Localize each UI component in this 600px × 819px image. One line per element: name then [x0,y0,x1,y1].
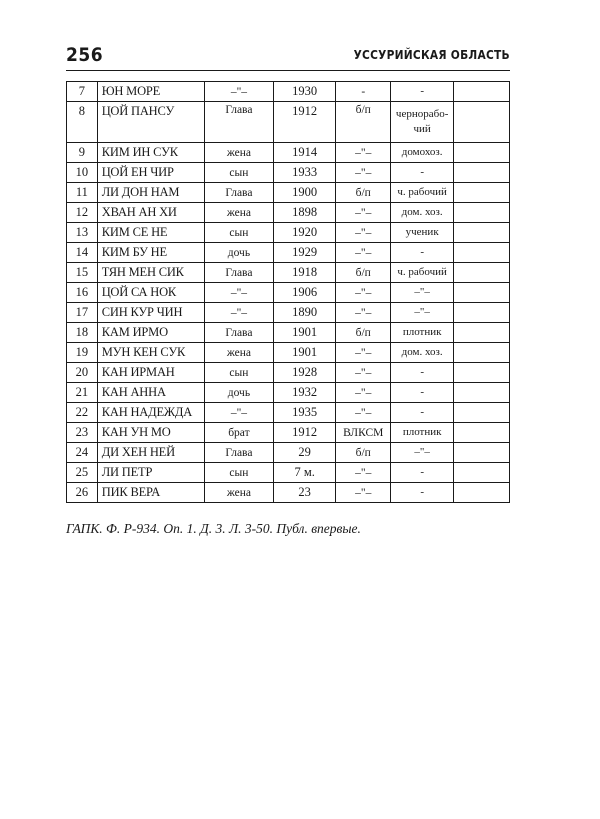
name-cell: КАН АННА [97,383,204,403]
row-number-cell: 12 [67,203,98,223]
occupation-cell: - [391,363,454,383]
name-cell: ДИ ХЕН НЕЙ [97,443,204,463]
occupation-cell: - [391,383,454,403]
relation-cell: брат [204,423,273,443]
birth-year-cell: 1898 [274,203,336,223]
birth-year-cell: 29 [274,443,336,463]
row-number-cell: 21 [67,383,98,403]
page-header [66,44,510,71]
empty-cell [454,283,510,303]
row-number-cell: 19 [67,343,98,363]
birth-year-cell: 1930 [274,82,336,102]
relation-cell: Глава [204,263,273,283]
party-cell: –"– [336,363,391,383]
relation-cell: сын [204,223,273,243]
party-cell: б/п [336,263,391,283]
table-row [67,143,510,163]
birth-year-cell: 1933 [274,163,336,183]
name-cell: ЦОЙ ПАНСУ [97,102,204,143]
empty-cell [454,423,510,443]
empty-cell [454,383,510,403]
name-cell: ЛИ ПЕТР [97,463,204,483]
name-cell: МУН КЕН СУК [97,343,204,363]
party-cell: –"– [336,163,391,183]
row-number-cell: 14 [67,243,98,263]
occupation-cell: ч. рабочий [391,183,454,203]
party-cell: б/п [336,102,391,143]
birth-year-cell: 23 [274,483,336,503]
relation-cell: дочь [204,383,273,403]
birth-year-cell: 1890 [274,303,336,323]
name-cell: КАН НАДЕЖДА [97,403,204,423]
table-row [67,243,510,263]
relation-cell: сын [204,363,273,383]
row-number-cell: 18 [67,323,98,343]
occupation-cell: –"– [391,303,454,323]
party-cell: б/п [336,183,391,203]
table-row [67,163,510,183]
relation-cell: Глава [204,102,273,143]
relation-cell: жена [204,483,273,503]
birth-year-cell: 1918 [274,263,336,283]
table-row [67,423,510,443]
table-row [67,463,510,483]
row-number-cell: 15 [67,263,98,283]
empty-cell [454,243,510,263]
occupation-cell: дом. хоз. [391,343,454,363]
relation-cell: дочь [204,243,273,263]
party-cell: –"– [336,403,391,423]
table-row [67,443,510,463]
relation-cell: Глава [204,443,273,463]
empty-cell [454,463,510,483]
table-row [67,183,510,203]
name-cell: КИМ СЕ НЕ [97,223,204,243]
party-cell: –"– [336,143,391,163]
party-cell: –"– [336,303,391,323]
row-number-cell: 20 [67,363,98,383]
birth-year-cell: 1914 [274,143,336,163]
relation-cell: сын [204,463,273,483]
empty-cell [454,163,510,183]
relation-cell: –"– [204,403,273,423]
empty-cell [454,323,510,343]
name-cell: СИН КУР ЧИН [97,303,204,323]
name-cell: КАН УН МО [97,423,204,443]
row-number-cell: 17 [67,303,98,323]
party-cell: –"– [336,283,391,303]
empty-cell [454,483,510,503]
empty-cell [454,263,510,283]
row-number-cell: 24 [67,443,98,463]
relation-cell: Глава [204,183,273,203]
table-row [67,223,510,243]
party-cell: –"– [336,243,391,263]
table-row [67,102,510,143]
occupation-cell: –"– [391,283,454,303]
name-cell: ПИК ВЕРА [97,483,204,503]
table-row [67,283,510,303]
party-cell: б/п [336,323,391,343]
table-row [67,403,510,423]
occupation-cell: - [391,463,454,483]
party-cell: –"– [336,203,391,223]
birth-year-cell: 1929 [274,243,336,263]
name-cell: ТЯН МЕН СИК [97,263,204,283]
occupation-cell: - [391,243,454,263]
row-number-cell: 16 [67,283,98,303]
occupation-cell: плотник [391,423,454,443]
empty-cell [454,203,510,223]
table-row [67,203,510,223]
register-table-body [67,82,510,503]
birth-year-cell: 1906 [274,283,336,303]
birth-year-cell: 1900 [274,183,336,203]
row-number-cell: 13 [67,223,98,243]
row-number-cell: 22 [67,403,98,423]
table-row [67,483,510,503]
empty-cell [454,143,510,163]
row-number-cell: 26 [67,483,98,503]
name-cell: ЛИ ДОН НАМ [97,183,204,203]
occupation-cell: ученик [391,223,454,243]
relation-cell: –"– [204,283,273,303]
relation-cell: Глава [204,323,273,343]
party-cell: –"– [336,483,391,503]
household-register-table [66,81,510,503]
birth-year-cell: 1932 [274,383,336,403]
birth-year-cell: 1935 [274,403,336,423]
party-cell: –"– [336,223,391,243]
party-cell: –"– [336,383,391,403]
table-row [67,363,510,383]
row-number-cell: 8 [67,102,98,143]
birth-year-cell: 1901 [274,343,336,363]
empty-cell [454,363,510,383]
occupation-cell: - [391,82,454,102]
name-cell: КИМ БУ НЕ [97,243,204,263]
occupation-cell: - [391,483,454,503]
party-cell: б/п [336,443,391,463]
party-cell: –"– [336,463,391,483]
name-cell: ХВАН АН ХИ [97,203,204,223]
table-row [67,303,510,323]
name-cell: КАН ИРМАН [97,363,204,383]
occupation-cell: плотник [391,323,454,343]
page-number: 256 [66,44,104,66]
occupation-cell: ч. рабочий [391,263,454,283]
name-cell: ЮН МОРЕ [97,82,204,102]
row-number-cell: 23 [67,423,98,443]
occupation-cell: –"– [391,443,454,463]
row-number-cell: 7 [67,82,98,102]
relation-cell: –"– [204,303,273,323]
empty-cell [454,223,510,243]
table-row [67,323,510,343]
row-number-cell: 9 [67,143,98,163]
birth-year-cell: 1912 [274,102,336,143]
occupation-cell: дом. хоз. [391,203,454,223]
table-row [67,343,510,363]
occupation-cell: домохоз. [391,143,454,163]
name-cell: ЦОЙ ЕН ЧИР [97,163,204,183]
party-cell: - [336,82,391,102]
birth-year-cell: 1912 [274,423,336,443]
running-title: УССУРИЙСКАЯ ОБЛАСТЬ [353,47,510,62]
birth-year-cell: 1901 [274,323,336,343]
empty-cell [454,82,510,102]
source-citation: ГАПК. Ф. Р-934. Оп. 1. Д. 3. Л. 3-50. Публ. впервые. [66,521,361,536]
relation-cell: жена [204,203,273,223]
birth-year-cell: 1920 [274,223,336,243]
name-cell: КИМ ИН СУК [97,143,204,163]
row-number-cell: 11 [67,183,98,203]
relation-cell: жена [204,143,273,163]
relation-cell: –"– [204,82,273,102]
row-number-cell: 10 [67,163,98,183]
birth-year-cell: 1928 [274,363,336,383]
empty-cell [454,183,510,203]
occupation-cell: - [391,163,454,183]
empty-cell [454,102,510,143]
name-cell: ЦОЙ СА НОК [97,283,204,303]
name-cell: КАМ ИРМО [97,323,204,343]
table-row [67,263,510,283]
relation-cell: сын [204,163,273,183]
row-number-cell: 25 [67,463,98,483]
empty-cell [454,403,510,423]
party-cell: ВЛКСМ [336,423,391,443]
table-row [67,82,510,102]
occupation-cell: - [391,403,454,423]
occupation-cell: чернорабо-чий [391,102,454,143]
relation-cell: жена [204,343,273,363]
birth-year-cell: 7 м. [274,463,336,483]
party-cell: –"– [336,343,391,363]
empty-cell [454,303,510,323]
table-row [67,383,510,403]
empty-cell [454,343,510,363]
empty-cell [454,443,510,463]
